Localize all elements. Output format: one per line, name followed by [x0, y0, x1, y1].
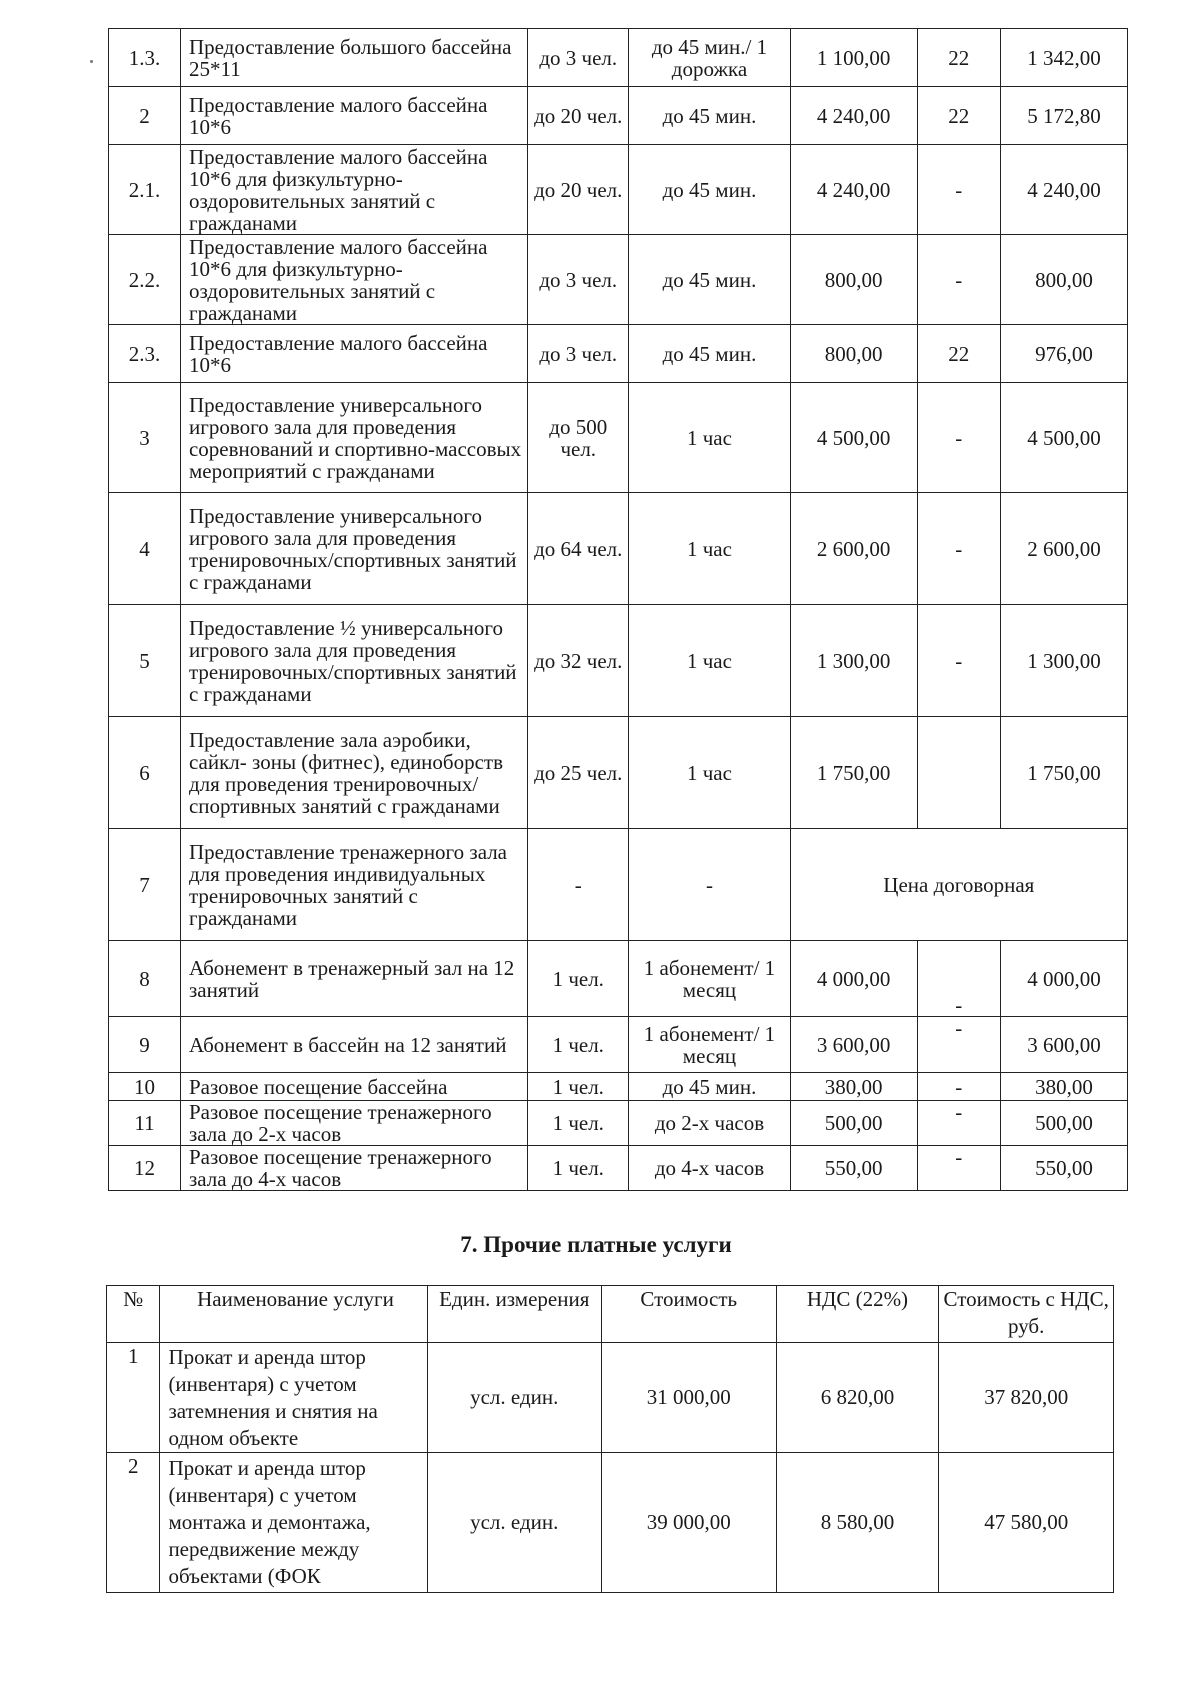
capacity: 1 чел.: [528, 1017, 629, 1073]
price: 1 100,00: [790, 29, 917, 87]
cost: 39 000,00: [601, 1453, 776, 1593]
price: 800,00: [790, 325, 917, 383]
duration: до 4-х часов: [629, 1146, 790, 1191]
capacity: до 20 чел.: [528, 145, 629, 235]
capacity: до 25 чел.: [528, 717, 629, 829]
service-name: Разовое посещение тренажерного зала до 4-х часов: [180, 1146, 527, 1191]
table-row: [109, 29, 1128, 87]
service-name: Предоставление большого бассейна 25*11: [180, 29, 527, 87]
total: 1 342,00: [1000, 29, 1127, 87]
table-row: [109, 829, 1128, 941]
header-service-name: Наименование услуги: [160, 1286, 427, 1343]
duration: до 45 мин.: [629, 235, 790, 325]
row-number: 1.3.: [109, 29, 181, 87]
unit: усл. един.: [427, 1453, 601, 1593]
duration: до 45 мин.: [629, 325, 790, 383]
table-header-row: [107, 1286, 1114, 1343]
capacity: до 64 чел.: [528, 493, 629, 605]
service-name: Предоставление малого бассейна 10*6 для физкультурно-оздоровительных занятий с гражданами: [180, 235, 527, 325]
unit: усл. един.: [427, 1343, 601, 1453]
total: 2 600,00: [1000, 493, 1127, 605]
total-with-vat: 47 580,00: [939, 1453, 1114, 1593]
row-number: 9: [109, 1017, 181, 1073]
service-name: Абонемент в тренажерный зал на 12 занятий: [180, 941, 527, 1017]
service-name: Предоставление малого бассейна 10*6: [180, 87, 527, 145]
vat: 22: [917, 87, 1000, 145]
service-name: Абонемент в бассейн на 12 занятий: [180, 1017, 527, 1073]
capacity: до 3 чел.: [528, 325, 629, 383]
total-with-vat: 37 820,00: [939, 1343, 1114, 1453]
row-number: 7: [109, 829, 181, 941]
cost: 31 000,00: [601, 1343, 776, 1453]
header-total: Стоимость с НДС, руб.: [939, 1286, 1114, 1343]
price: 500,00: [790, 1101, 917, 1146]
total: 1 300,00: [1000, 605, 1127, 717]
service-name: Разовое посещение тренажерного зала до 2-х часов: [180, 1101, 527, 1146]
row-number: 12: [109, 1146, 181, 1191]
duration: до 2-х часов: [629, 1101, 790, 1146]
table-row: [109, 717, 1128, 829]
table-row: [109, 1073, 1128, 1101]
capacity: до 3 чел.: [528, 29, 629, 87]
capacity: до 32 чел.: [528, 605, 629, 717]
duration: 1 час: [629, 717, 790, 829]
table-row: [107, 1453, 1114, 1593]
vat: [917, 717, 1000, 829]
section-heading: 7. Прочие платные услуги: [460, 1232, 732, 1257]
service-name: Прокат и аренда штор (инвентаря) с учетом монтажа и демонтажа, передвижение между объектами (ФОК: [160, 1453, 427, 1593]
capacity: 1 чел.: [528, 1101, 629, 1146]
row-number: 6: [109, 717, 181, 829]
duration: до 45 мин./ 1 дорожка: [629, 29, 790, 87]
row-number: 8: [109, 941, 181, 1017]
table-row: [109, 145, 1128, 235]
duration: до 45 мин.: [629, 1073, 790, 1101]
price: 550,00: [790, 1146, 917, 1191]
vat-amount: 6 820,00: [776, 1343, 939, 1453]
duration: 1 абонемент/ 1 месяц: [629, 941, 790, 1017]
row-number: 1: [107, 1343, 160, 1453]
vat: -: [917, 1146, 1000, 1191]
total: 976,00: [1000, 325, 1127, 383]
services-price-table: [108, 28, 1128, 1191]
row-number: 4: [109, 493, 181, 605]
price: 2 600,00: [790, 493, 917, 605]
service-name: Предоставление малого бассейна 10*6 для физкультурно-оздоровительных занятий с гражданами: [180, 145, 527, 235]
duration: 1 час: [629, 493, 790, 605]
header-unit: Един. измерения: [427, 1286, 601, 1343]
row-number: 3: [109, 383, 181, 493]
vat: -: [917, 605, 1000, 717]
table-row: [109, 87, 1128, 145]
total: 380,00: [1000, 1073, 1127, 1101]
table-row: [109, 1146, 1128, 1191]
price: 1 750,00: [790, 717, 917, 829]
price: 1 300,00: [790, 605, 917, 717]
total: 4 240,00: [1000, 145, 1127, 235]
vat-amount: 8 580,00: [776, 1453, 939, 1593]
duration: 1 абонемент/ 1 месяц: [629, 1017, 790, 1073]
capacity: 1 чел.: [528, 941, 629, 1017]
table-row: [109, 493, 1128, 605]
price: 4 240,00: [790, 145, 917, 235]
service-name: Предоставление универсального игрового зала для проведения тренировочных/спортивных занятий с гражданами: [180, 493, 527, 605]
header-vat: НДС (22%): [776, 1286, 939, 1343]
header-cost: Стоимость: [601, 1286, 776, 1343]
table-row: [109, 383, 1128, 493]
duration: 1 час: [629, 605, 790, 717]
vat: -: [917, 1073, 1000, 1101]
table-row: [109, 1017, 1128, 1073]
service-name: Предоставление зала аэробики, сайкл- зоны (фитнес), единоборств для проведения тренировочных/спортивных занятий с гражданами: [180, 717, 527, 829]
service-name: Предоставление тренажерного зала для проведения индивидуальных тренировочных занятий с гражданами: [180, 829, 527, 941]
capacity: 1 чел.: [528, 1073, 629, 1101]
scan-speck: [90, 60, 93, 63]
total: 5 172,80: [1000, 87, 1127, 145]
total: 4 500,00: [1000, 383, 1127, 493]
vat: -: [917, 493, 1000, 605]
row-number: 2: [109, 87, 181, 145]
table-row: [109, 235, 1128, 325]
price: 4 000,00: [790, 941, 917, 1017]
row-number: 11: [109, 1101, 181, 1146]
header-number: №: [107, 1286, 160, 1343]
service-name: Прокат и аренда штор (инвентаря) с учетом затемнения и снятия на одном объекте: [160, 1343, 427, 1453]
table-row: [109, 941, 1128, 1017]
negotiable-price: Цена договорная: [790, 829, 1127, 941]
service-name: Предоставление универсального игрового зала для проведения соревнований и спортивно-массовых мероприятий с гражданами: [180, 383, 527, 493]
duration: до 45 мин.: [629, 145, 790, 235]
price: 800,00: [790, 235, 917, 325]
row-number: 2.2.: [109, 235, 181, 325]
price: 380,00: [790, 1073, 917, 1101]
row-number: 5: [109, 605, 181, 717]
capacity: -: [528, 829, 629, 941]
total: 550,00: [1000, 1146, 1127, 1191]
vat: 22: [917, 29, 1000, 87]
table-row: [109, 325, 1128, 383]
service-name: Предоставление малого бассейна 10*6: [180, 325, 527, 383]
price: 4 500,00: [790, 383, 917, 493]
row-number: 2: [107, 1453, 160, 1593]
service-name: Разовое посещение бассейна: [180, 1073, 527, 1101]
capacity: до 500 чел.: [528, 383, 629, 493]
duration: 1 час: [629, 383, 790, 493]
capacity: до 20 чел.: [528, 87, 629, 145]
total: 4 000,00: [1000, 941, 1127, 1017]
table-row: [109, 605, 1128, 717]
vat: -: [917, 1101, 1000, 1146]
duration: -: [629, 829, 790, 941]
row-number: 2.1.: [109, 145, 181, 235]
vat: -: [917, 235, 1000, 325]
row-number: 10: [109, 1073, 181, 1101]
vat: 22: [917, 325, 1000, 383]
duration: до 45 мин.: [629, 87, 790, 145]
other-services-table: [106, 1285, 1114, 1593]
price: 3 600,00: [790, 1017, 917, 1073]
capacity: 1 чел.: [528, 1146, 629, 1191]
row-number: 2.3.: [109, 325, 181, 383]
vat: -: [917, 383, 1000, 493]
vat: -: [917, 1017, 1000, 1073]
table-row: [107, 1343, 1114, 1453]
total: 500,00: [1000, 1101, 1127, 1146]
service-name: Предоставление ½ универсального игрового зала для проведения тренировочных/спортивных занятий с гражданами: [180, 605, 527, 717]
vat: -: [917, 941, 1000, 1017]
price: 4 240,00: [790, 87, 917, 145]
total: 3 600,00: [1000, 1017, 1127, 1073]
table-row: [109, 1101, 1128, 1146]
vat: -: [917, 145, 1000, 235]
capacity: до 3 чел.: [528, 235, 629, 325]
total: 1 750,00: [1000, 717, 1127, 829]
total: 800,00: [1000, 235, 1127, 325]
